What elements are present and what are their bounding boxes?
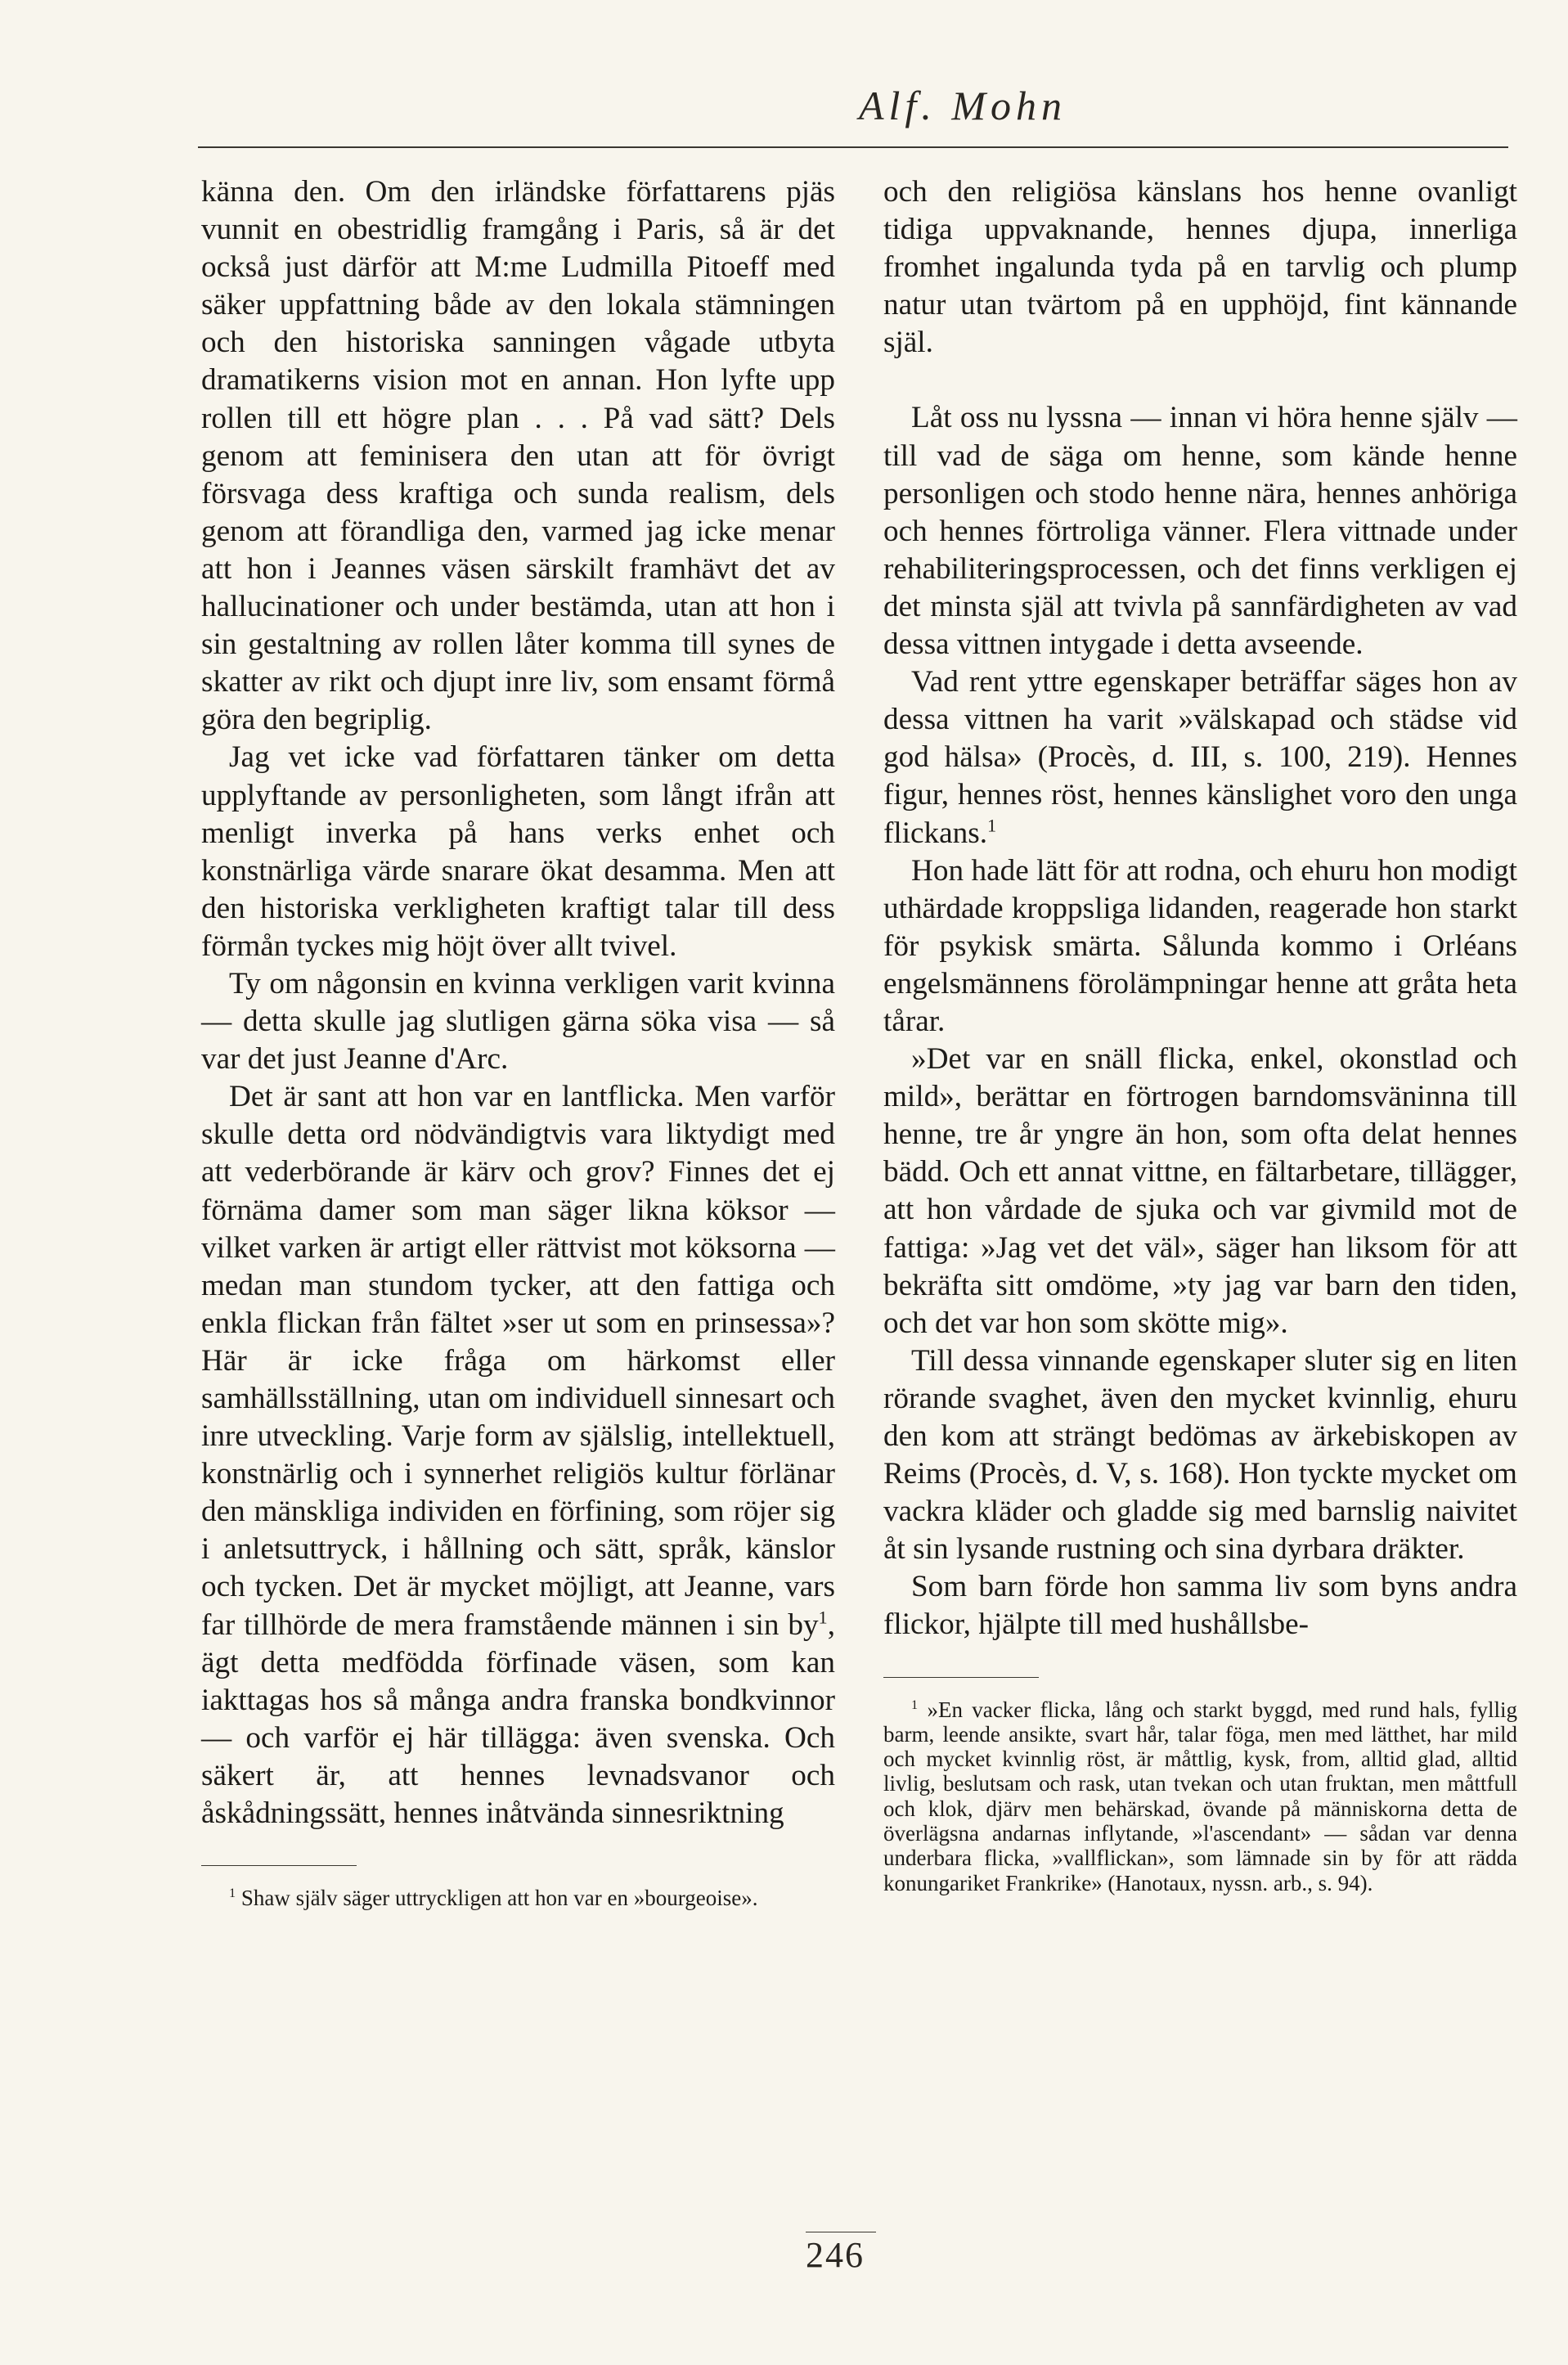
running-head: Alf. Mohn — [859, 83, 1067, 128]
right-column — [883, 173, 1517, 1895]
footnote-rule — [883, 1677, 1039, 1678]
footnote — [883, 1697, 1517, 1895]
footnote-text: »En vacker flicka, lång och starkt byggd, med rund hals, fyllig barm, leende ansikte, svart hår, talar föga, men med lätthet, har mild och mycket kvinnlig röst, är måttlig, kysk, from, alltid glad, alltid livlig, beslutsam och rask, utan tvekan och utan fruktan, men måttfull och klok, djärv men behärskad, övande på människorna detta de överlägsna andarnas inflytande, »l'ascendant» — sådan var denna underbara flicka, »vallflickan», som lämnade sin by för att rädda konungariket Frankrike» (Hanotaux, nyssn. arb., s. 94). — [883, 1697, 1518, 1895]
paragraph: Hon hade lätt för att rodna, och ehuru hon modigt uthärdade kroppsliga lidanden, reagerade hon starkt för psykisk smärta. Sålunda kommo i Orléans engelsmännens förolämpningar henne att gråta heta tårar. — [883, 853, 1517, 1038]
paragraph: Till dessa vinnande egenskaper sluter sig en liten rörande svaghet, även den mycket kvinnlig, ehuru den kom att strängt bedömas av ärkebiskopen av Reims (Procès, d. V, s. 168). Hon tyckte mycket om vackra kläder och gladde sig med barnslig naivitet åt sin lysande rustning och sina dyrbara dräkter. — [883, 1343, 1517, 1567]
footnote-marker: 1 — [229, 1886, 236, 1901]
footnote-rule — [201, 1865, 357, 1866]
header-rule — [198, 146, 1508, 148]
paragraph-text: Det är sant att hon var en lantflicka. Men varför skulle detta ord nödvändigtvis vara liktydigt med att vederbörande är kärv och grov? Finnes det ej förnäma damer som man säger likna köksor — vilket varken är artigt eller rättvist mot köksorna — medan man stundom tycker, att den fattiga och enkla flickan från fältet »ser ut som en prinsessa»? Här är icke fråga om härkomst eller samhällsställning, utan om individuell sinnesart och inre utveckling. Varje form av själslig, intellektuell, konstnärlig och i synnerhet religiös kultur förlänar den mänskliga individen en förfining, som röjer sig i anletsuttryck, i hållning och sätt, språk, känslor och tycken. Det är mycket möjligt, att Jeanne, vars far tillhörde de mera framstående männen i sin by — [201, 1080, 835, 1642]
paragraph — [883, 663, 1517, 852]
footnote-reference: 1 — [818, 1607, 828, 1628]
paragraph: »Det var en snäll flicka, enkel, okonstlad och mild», berättar en förtrogen barndomsväninna till henne, tre år yngre än hon, som ofta delat hennes bädd. Och ett annat vittne, en fältarbetare, tillägger, att hon vårdade de sjuka och var givmild mot de fattiga: »Jag vet det väl», säger han liksom för att bekräfta sitt omdöme, »ty jag var barn den tiden, och det var hon som skötte mig». — [883, 1042, 1517, 1340]
footnote — [201, 1886, 835, 1910]
paragraph: och den religiösa känslans hos henne ovanligt tidiga uppvaknande, hennes djupa, innerliga fromhet ingalunda tyda på en tarvlig och plump natur utan tvärtom på en upphöjd, fint kännande själ. — [883, 175, 1517, 360]
paragraph: känna den. Om den irländske författarens pjäs vunnit en obestridlig framgång i Paris, så är det också just därför att M:me Ludmilla Pitoeff med säker uppfattning både av den lokala stämningen och den historiska sanningen vågade utbyta dramatikerns vision mot en annan. Hon lyfte upp rollen till ett högre plan . . . På vad sätt? Dels genom att feminisera den utan att för övrigt försvaga dess kraftiga och sunda realism, dels genom att förandliga den, varmed jag icke menar att hon i Jeannes väsen särskilt framhävt det av hallucinationer och under bestämda, utan att hon i sin gestaltning av rollen låter komma till synes de skatter av rikt och djupt inre liv, som ensamt förmå göra den begriplig. — [201, 175, 835, 737]
paragraph — [201, 1078, 835, 1832]
footnote-text: Shaw själv säger uttryckligen att hon var en »bourgeoise». — [240, 1886, 758, 1911]
footnote-marker: 1 — [911, 1697, 919, 1712]
left-column — [201, 173, 835, 1910]
paragraph: Som barn förde hon samma liv som byns andra flickor, hjälpte till med hushållsbe- — [883, 1570, 1517, 1642]
paragraph-text: Vad rent yttre egenskaper beträffar säges hon av dessa vittnen ha varit »välskapad och städse vid god hälsa» (Procès, d. III, s. 100, 219). Hennes figur, hennes röst, hennes känslighet voro den unga flickans. — [883, 665, 1517, 850]
paragraph: Låt oss nu lyssna — innan vi höra henne själv — till vad de säga om henne, som kände henne personligen och stodo henne nära, hennes anhöriga och hennes förtroliga vänner. Flera vittnade under rehabiliteringsprocessen, och det finns verkligen ej det minsta själ att tvivla på sannfärdigheten av vad dessa vittnen intygade i detta avseende. — [883, 401, 1517, 662]
paragraph: Ty om någonsin en kvinna verkligen varit kvinna — detta skulle jag slutligen gärna söka visa — så var det just Jeanne d'Arc. — [201, 966, 835, 1077]
paragraph: Jag vet icke vad författaren tänker om detta upplyftande av personligheten, som långt ifrån att menligt inverka på hans verks enhet och konstnärliga värde snarare ökat desamma. Men att den historiska verkligheten kraftigt talar till dess förmån tyckes mig höjt över allt tvivel. — [201, 740, 835, 963]
page-number: 246 — [806, 2235, 865, 2275]
footnote-reference: 1 — [987, 815, 997, 836]
paragraph-text: , ägt detta medfödda förfinade väsen, som kan iakttagas hos så många andra franska bondkvinnor — och varför ej här tillägga: även svenska. Och säkert är, att hennes levnadsvanor och åskådningssätt, hennes inåtvända sinnesriktning — [201, 1607, 835, 1831]
